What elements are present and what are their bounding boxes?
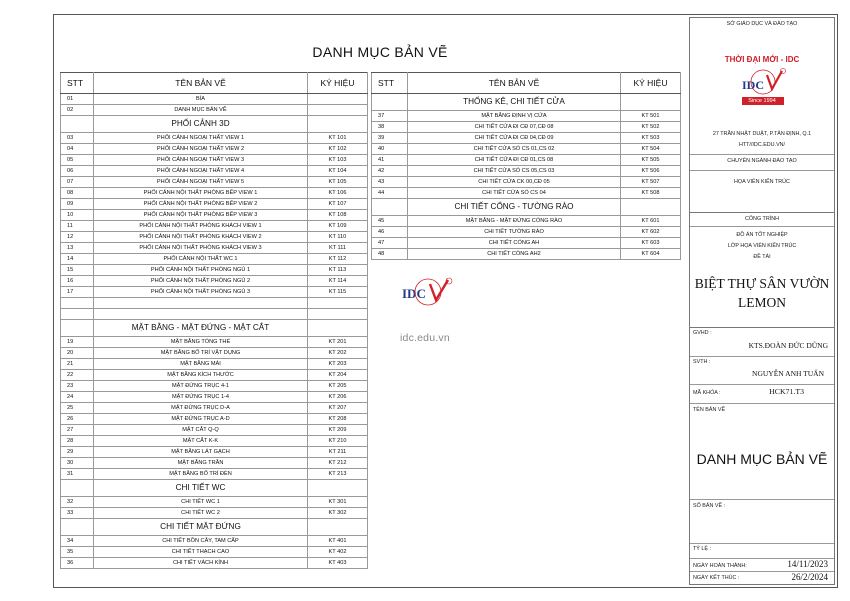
row-stt: 34: [61, 536, 94, 547]
row-name: PHỐI CẢNH NGOẠI THẤT VIEW 5: [94, 177, 308, 188]
row-name: PHỐI CẢNH NGOẠI THẤT VIEW 2: [94, 144, 308, 155]
table-row: [372, 166, 681, 177]
section-stt: [372, 94, 408, 111]
table-row: [61, 536, 368, 547]
row-code: KT 402: [308, 547, 368, 558]
table-row: [372, 216, 681, 227]
left-drawing-list: [60, 72, 368, 569]
row-code: KT 602: [621, 227, 681, 238]
section-code: [621, 199, 681, 216]
section-code: [308, 480, 368, 497]
section-header-row: [372, 94, 681, 111]
tb-makhoa-value: HCK71.T3: [769, 387, 804, 396]
row-name: MẶT BẰNG KÍCH THƯỚC: [94, 370, 308, 381]
row-code: KT 104: [308, 166, 368, 177]
row-stt: 35: [61, 547, 94, 558]
table-row: [61, 381, 368, 392]
row-stt: 11: [61, 221, 94, 232]
row-code: KT 202: [308, 348, 368, 359]
header-stt: STT: [61, 73, 94, 94]
row-code: KT 108: [308, 210, 368, 221]
section-header-row: [372, 199, 681, 216]
row-name: CHI TIẾT CỬA ĐI CĐ 04,CĐ 09: [408, 133, 621, 144]
section-code: [621, 94, 681, 111]
row-name: CHI TIẾT THẠCH CAO: [94, 547, 308, 558]
row-name: CHI TIẾT CỔNG AH2: [408, 249, 621, 260]
row-name: MẶT ĐỨNG TRỤC A-D: [94, 414, 308, 425]
row-stt: 13: [61, 243, 94, 254]
table-row: [61, 221, 368, 232]
section-title: CHI TIẾT WC: [94, 480, 308, 497]
row-code: KT 207: [308, 403, 368, 414]
table-row: [61, 188, 368, 199]
row-code: KT 208: [308, 414, 368, 425]
row-code: KT 506: [621, 166, 681, 177]
row-name: PHỐI CẢNH NỘI THẤT WC 1: [94, 254, 308, 265]
tb-logo-since: Since 1994: [748, 98, 776, 104]
row-code: KT 111: [308, 243, 368, 254]
row-name: MẶT BẰNG - MẶT ĐỨNG CỔNG RÀO: [408, 216, 621, 227]
row-name: MẶT BẰNG BỐ TRÍ VẬT DỤNG: [94, 348, 308, 359]
row-stt: 04: [61, 144, 94, 155]
row-stt: 08: [61, 188, 94, 199]
idc-watermark-logo: [402, 276, 454, 306]
row-stt: 27: [61, 425, 94, 436]
tb-major-value: HỌA VIÊN KIẾN TRÚC: [734, 179, 790, 185]
row-stt: 14: [61, 254, 94, 265]
row-name: MẶT BẰNG BỐ TRÍ ĐÈN: [94, 469, 308, 480]
row-name: MẶT ĐỨNG TRỤC 1-4: [94, 392, 308, 403]
row-name: MẶT CẮT Q-Q: [94, 425, 308, 436]
row-code: KT 205: [308, 381, 368, 392]
row-name: CHI TIẾT CỬA CK 00,CĐ 05: [408, 177, 621, 188]
blank-row: [61, 309, 368, 320]
row-code: KT 401: [308, 536, 368, 547]
section-stt: [61, 320, 94, 337]
tb-scale-label: TỶ LỆ :: [693, 546, 711, 552]
row-code: KT 213: [308, 469, 368, 480]
row-code: KT 209: [308, 425, 368, 436]
row-code: KT 601: [621, 216, 681, 227]
row-name: CHI TIẾT BỒN CÂY, TAM CẤP: [94, 536, 308, 547]
row-name: CHI TIẾT CỬA SỔ CS 01,CS 02: [408, 144, 621, 155]
row-stt: 47: [372, 238, 408, 249]
row-code: KT 112: [308, 254, 368, 265]
section-title: CHI TIẾT CỔNG - TƯỜNG RÀO: [408, 199, 621, 216]
section-code: [308, 320, 368, 337]
row-stt: 32: [61, 497, 94, 508]
section-header-row: [61, 116, 368, 133]
row-name: MẶT BẰNG LÁT GẠCH: [94, 447, 308, 458]
tb-project-title-1: BIỆT THỰ SÂN VƯỜN: [694, 276, 830, 291]
row-stt: 46: [372, 227, 408, 238]
row-code: KT 603: [621, 238, 681, 249]
row-stt: 19: [61, 337, 94, 348]
table-row: [372, 155, 681, 166]
row-stt: 17: [61, 287, 94, 298]
tb-done-value: 14/11/2023: [787, 559, 828, 569]
row-stt: 23: [61, 381, 94, 392]
row-stt: 42: [372, 166, 408, 177]
row-stt: 29: [61, 447, 94, 458]
table-row: [61, 265, 368, 276]
tb-svth-value: NGUYỄN ANH TUẤN: [752, 369, 824, 378]
section-code: [308, 519, 368, 536]
table-row: [372, 238, 681, 249]
table-row: [61, 210, 368, 221]
section-header-row: [61, 320, 368, 337]
row-name: MẶT BẰNG TỔNG THỂ: [94, 337, 308, 348]
tb-project-label: CÔNG TRÌNH: [744, 216, 780, 222]
section-title: CHI TIẾT MẶT ĐỨNG: [94, 519, 308, 536]
table-row: [61, 414, 368, 425]
row-code: KT 206: [308, 392, 368, 403]
table-row: [61, 425, 368, 436]
row-code: KT 210: [308, 436, 368, 447]
row-name: DANH MỤC BẢN VẼ: [94, 105, 308, 116]
tb-gvhd-value: KTS.ĐOÀN ĐỨC DŨNG: [748, 341, 828, 350]
row-stt: 01: [61, 94, 94, 105]
row-stt: 39: [372, 133, 408, 144]
tb-end-label: NGÀY KẾT THÚC :: [693, 575, 740, 581]
row-stt: 43: [372, 177, 408, 188]
section-code: [308, 116, 368, 133]
section-title: THỐNG KÊ, CHI TIẾT CỬA: [408, 94, 621, 111]
row-stt: 09: [61, 199, 94, 210]
section-stt: [372, 199, 408, 216]
row-stt: 07: [61, 177, 94, 188]
row-stt: 25: [61, 403, 94, 414]
row-code: KT 114: [308, 276, 368, 287]
row-code: KT 501: [621, 111, 681, 122]
tb-project-line2: LỚP HỌA VIÊN KIẾN TRÚC: [727, 243, 797, 249]
row-code: KT 201: [308, 337, 368, 348]
tb-sheet-label: SỐ BẢN VẼ :: [693, 503, 726, 509]
table-row: [61, 497, 368, 508]
row-name: MẶT BẰNG ĐỊNH VỊ CỬA: [408, 111, 621, 122]
header-code: KÝ HIỆU: [621, 73, 681, 94]
table-row: [61, 392, 368, 403]
row-code: KT 302: [308, 508, 368, 519]
row-stt: 48: [372, 249, 408, 260]
row-code: KT 101: [308, 133, 368, 144]
tb-end-value: 26/2/2024: [791, 572, 828, 582]
section-stt: [61, 116, 94, 133]
table-row: [372, 177, 681, 188]
tb-makhoa-label: MÃ KHÓA :: [693, 390, 721, 396]
row-name: CHI TIẾT WC 2: [94, 508, 308, 519]
row-code: KT 604: [621, 249, 681, 260]
header-stt: STT: [372, 73, 408, 94]
table-row: [61, 254, 368, 265]
row-name: PHỐI CẢNH NGOẠI THẤT VIEW 4: [94, 166, 308, 177]
row-name: CHI TIẾT CỬA ĐI CĐ 01,CS 08: [408, 155, 621, 166]
row-stt: 36: [61, 558, 94, 569]
section-title: MẶT BẰNG - MẶT ĐỨNG - MẶT CẮT: [94, 320, 308, 337]
row-name: PHỐI CẢNH NỘI THẤT PHÒNG KHÁCH VIEW 1: [94, 221, 308, 232]
table-row: [61, 243, 368, 254]
table-row: [61, 370, 368, 381]
row-stt: 20: [61, 348, 94, 359]
row-stt: 31: [61, 469, 94, 480]
row-name: PHỐI CẢNH NỘI THẤT PHÒNG BẾP VIEW 3: [94, 210, 308, 221]
row-code: KT 301: [308, 497, 368, 508]
tb-website: HTT//IDC.EDU.VN/: [738, 142, 786, 148]
row-name: PHỐI CẢNH NỘI THẤT PHÒNG KHÁCH VIEW 2: [94, 232, 308, 243]
table-row: [61, 232, 368, 243]
row-name: CHI TIẾT VÁCH KÍNH: [94, 558, 308, 569]
row-stt: 37: [372, 111, 408, 122]
table-row: [372, 249, 681, 260]
row-stt: 45: [372, 216, 408, 227]
row-stt: 28: [61, 436, 94, 447]
row-code: [308, 94, 368, 105]
row-stt: 41: [372, 155, 408, 166]
row-stt: 05: [61, 155, 94, 166]
table-row: [61, 558, 368, 569]
row-code: KT 110: [308, 232, 368, 243]
row-code: KT 203: [308, 359, 368, 370]
row-stt: 03: [61, 133, 94, 144]
table-row: [372, 133, 681, 144]
row-code: KT 504: [621, 144, 681, 155]
row-code: [308, 105, 368, 116]
row-code: KT 204: [308, 370, 368, 381]
row-code: KT 503: [621, 133, 681, 144]
row-name: CHI TIẾT TƯỜNG RÀO: [408, 227, 621, 238]
row-name: BÌA: [94, 94, 308, 105]
table-row: [372, 227, 681, 238]
row-name: PHỐI CẢNH NGOẠI THẤT VIEW 3: [94, 155, 308, 166]
watermark-text: idc.edu.vn: [400, 332, 450, 344]
table-row: [61, 337, 368, 348]
row-code: KT 107: [308, 199, 368, 210]
row-code: KT 403: [308, 558, 368, 569]
row-code: KT 212: [308, 458, 368, 469]
row-name: MẶT CẮT K-K: [94, 436, 308, 447]
table-row: [61, 166, 368, 177]
svg-text:IDC: IDC: [742, 78, 765, 92]
table-row: [61, 348, 368, 359]
row-code: KT 109: [308, 221, 368, 232]
table-row: [61, 547, 368, 558]
tb-gvhd-label: GVHD :: [693, 330, 712, 336]
tb-drawing-value: DANH MỤC BẢN VẼ: [696, 451, 828, 467]
row-code: KT 105: [308, 177, 368, 188]
row-name: PHỐI CẢNH NỘI THẤT PHÒNG NGỦ 1: [94, 265, 308, 276]
row-code: KT 115: [308, 287, 368, 298]
row-code: KT 113: [308, 265, 368, 276]
row-name: CHI TIẾT CỬA SỔ CS 05,CS 03: [408, 166, 621, 177]
section-header-row: [61, 519, 368, 536]
section-stt: [61, 519, 94, 536]
row-code: KT 507: [621, 177, 681, 188]
row-stt: 15: [61, 265, 94, 276]
table-row: [61, 94, 368, 105]
row-name: PHỐI CẢNH NỘI THẤT PHÒNG KHÁCH VIEW 3: [94, 243, 308, 254]
section-header-row: [61, 480, 368, 497]
row-name: MẶT BẰNG TRẦN: [94, 458, 308, 469]
row-stt: 02: [61, 105, 94, 116]
row-code: KT 103: [308, 155, 368, 166]
table-row: [61, 199, 368, 210]
title-block: [689, 17, 835, 585]
tb-address: 27 TRẦN NHẬT DUẬT, P.TÂN ĐỊNH, Q.1: [712, 131, 812, 137]
row-stt: 12: [61, 232, 94, 243]
row-stt: 44: [372, 188, 408, 199]
row-name: CHI TIẾT CỔNG AH: [408, 238, 621, 249]
header-name: TÊN BẢN VẼ: [408, 73, 621, 94]
row-name: CHI TIẾT WC 1: [94, 497, 308, 508]
tb-project-line3: ĐỀ TÀI: [753, 254, 771, 260]
table-row: [61, 105, 368, 116]
row-code: KT 106: [308, 188, 368, 199]
table-row: [61, 133, 368, 144]
row-name: PHỐI CẢNH NỘI THẤT PHÒNG BẾP VIEW 1: [94, 188, 308, 199]
header-name: TÊN BẢN VẼ: [94, 73, 308, 94]
row-code: KT 505: [621, 155, 681, 166]
row-code: KT 102: [308, 144, 368, 155]
row-name: MẶT ĐỨNG TRỤC D-A: [94, 403, 308, 414]
row-stt: 24: [61, 392, 94, 403]
row-code: KT 211: [308, 447, 368, 458]
row-name: PHỐI CẢNH NỘI THẤT PHÒNG BẾP VIEW 2: [94, 199, 308, 210]
table-row: [61, 458, 368, 469]
tb-done-label: NGÀY HOÀN THÀNH:: [693, 563, 747, 569]
row-name: MẶT ĐỨNG TRỤC 4-1: [94, 381, 308, 392]
row-stt: 21: [61, 359, 94, 370]
tb-major-label: CHUYÊN NGÀNH ĐÀO TẠO: [727, 158, 797, 164]
tb-svth-label: SVTH :: [693, 359, 711, 365]
tb-logo-name: THỜI ĐẠI MỚI - IDC: [724, 55, 800, 64]
row-stt: 38: [372, 122, 408, 133]
section-title: PHỐI CẢNH 3D: [94, 116, 308, 133]
tb-dept: SỞ GIÁO DỤC VÀ ĐÀO TẠO: [726, 21, 798, 27]
tb-drawing-label: TÊN BẢN VẼ: [693, 407, 726, 413]
section-stt: [61, 480, 94, 497]
table-row: [61, 508, 368, 519]
row-code: KT 508: [621, 188, 681, 199]
table-row: [61, 276, 368, 287]
right-drawing-list: [371, 72, 681, 260]
left-table-header: [61, 73, 368, 94]
blank-row: [61, 298, 368, 309]
row-name: CHI TIẾT CỬA SỔ CS 04: [408, 188, 621, 199]
row-name: PHỐI CẢNH NỘI THẤT PHÒNG NGỦ 3: [94, 287, 308, 298]
table-row: [61, 177, 368, 188]
row-stt: 33: [61, 508, 94, 519]
row-name: MẶT BẰNG MÁI: [94, 359, 308, 370]
row-stt: 26: [61, 414, 94, 425]
table-row: [372, 188, 681, 199]
table-row: [61, 403, 368, 414]
right-table-header: [372, 73, 681, 94]
tb-project-line1: ĐỒ ÁN TỐT NGHIỆP: [736, 232, 788, 238]
row-stt: 40: [372, 144, 408, 155]
row-stt: 22: [61, 370, 94, 381]
table-row: [372, 122, 681, 133]
row-stt: 06: [61, 166, 94, 177]
row-stt: 16: [61, 276, 94, 287]
tb-project-title-2: LEMON: [738, 295, 786, 310]
table-row: [61, 359, 368, 370]
svg-text:IDC: IDC: [402, 286, 426, 301]
row-name: PHỐI CẢNH NỘI THẤT PHÒNG NGỦ 2: [94, 276, 308, 287]
table-row: [372, 111, 681, 122]
row-code: KT 502: [621, 122, 681, 133]
table-row: [61, 287, 368, 298]
row-name: PHỐI CẢNH NGOẠI THẤT VIEW 1: [94, 133, 308, 144]
table-row: [61, 436, 368, 447]
row-stt: 10: [61, 210, 94, 221]
table-row: [61, 447, 368, 458]
row-stt: 30: [61, 458, 94, 469]
table-row: [61, 469, 368, 480]
idc-logo-icon: [402, 276, 454, 306]
table-row: [61, 144, 368, 155]
header-code: KÝ HIỆU: [308, 73, 368, 94]
row-name: CHI TIẾT CỬA ĐI CĐ 07,CĐ 08: [408, 122, 621, 133]
page-title: DANH MỤC BẢN VẼ: [312, 44, 448, 60]
table-row: [61, 155, 368, 166]
table-row: [372, 144, 681, 155]
